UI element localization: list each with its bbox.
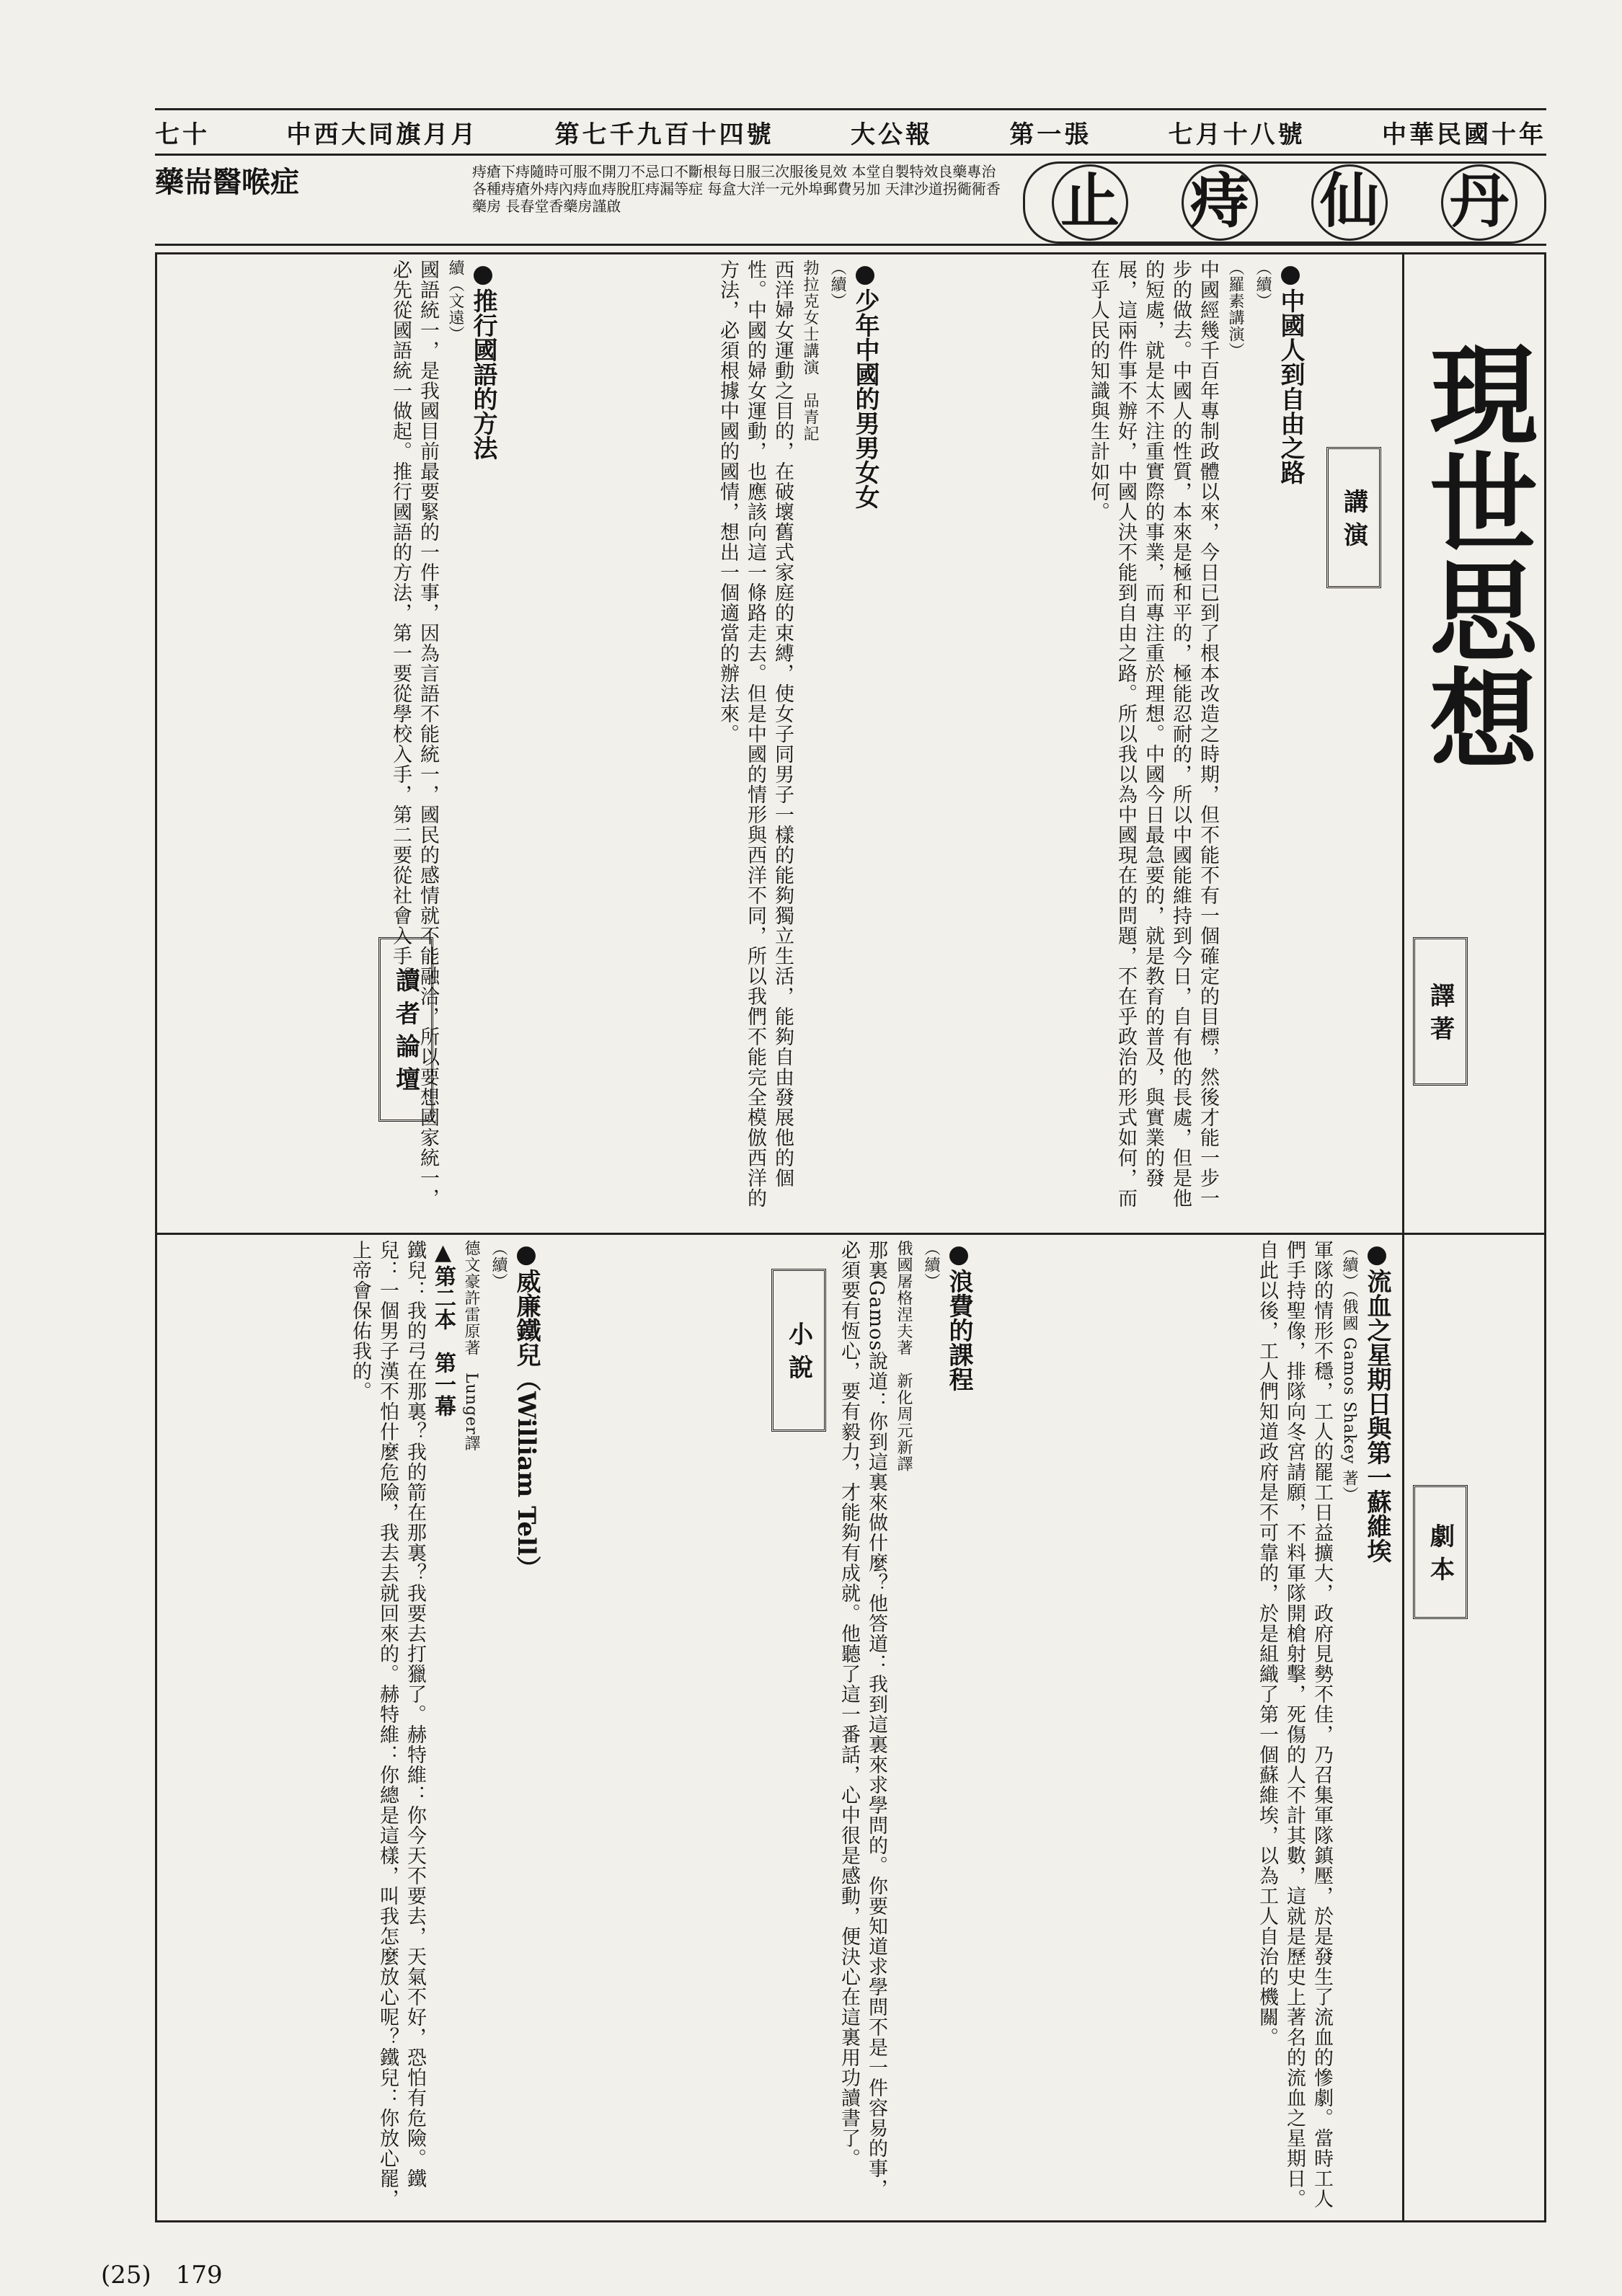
novel-heading: ●浪費的課程 bbox=[944, 1240, 973, 1391]
lecture-heading: ●中國人到自由之路 bbox=[1276, 260, 1305, 484]
novel-section bbox=[548, 1240, 973, 2213]
novel-label: 小 說 bbox=[771, 1269, 826, 1432]
ad-title: 藥耑醫喉症 bbox=[155, 165, 299, 199]
drama-label: 劇 本 bbox=[1413, 1485, 1468, 1619]
drama-section bbox=[166, 1240, 541, 2213]
lecture-author: （羅素講演） bbox=[1226, 260, 1244, 359]
novel-note: （續） bbox=[922, 1240, 940, 1290]
reader-heading: ●推行國語的方法 bbox=[469, 260, 497, 460]
reader-body: 國語統一，是我國目前最要緊的一件事，因為言語不能統一，國民的感情就不能融洽，所以要想國家統一，必先從國語統一做起。推行國語的方法，第一要從學校入手，第二要從社會入手。 bbox=[389, 260, 439, 1208]
translation-note: （續）（俄國 Gamos Shakey 著） bbox=[1340, 1240, 1358, 1504]
tier-divider bbox=[155, 1233, 1402, 1235]
reader-note: 續（文遠） bbox=[446, 260, 464, 342]
ad-emblem-char: 痔 bbox=[1182, 164, 1258, 241]
ad-emblem-char: 止 bbox=[1052, 164, 1128, 241]
lecture-note: （續） bbox=[1254, 260, 1272, 309]
translation-label: 譯 著 bbox=[1413, 937, 1468, 1086]
masthead-item: 中華民國十年 bbox=[1381, 120, 1546, 149]
ad-emblem-char: 丹 bbox=[1441, 164, 1517, 241]
youth-author: 勃拉克女士講演 品青記 bbox=[801, 260, 819, 442]
reader-section bbox=[166, 260, 497, 1225]
ad-banner bbox=[155, 157, 1546, 246]
translation-section bbox=[980, 1240, 1391, 2213]
masthead-item: 七十 bbox=[155, 120, 210, 149]
ad-emblem-char: 仙 bbox=[1311, 164, 1388, 241]
lecture-section bbox=[887, 260, 1305, 1225]
frame-top bbox=[155, 252, 1546, 254]
frame-left bbox=[155, 252, 157, 2220]
ad-emblem bbox=[1023, 161, 1546, 244]
lecture-body: 中國經幾千百年專制政體以來，今日已到了根本改造之時期，但不能不有一個確定的目標，然後才能一步一步的做去。中國人的性質，本來是極和平的，極能忍耐的，所以中國能維持到今日，自有他的長處，但是他的短處，就是太不注重實際的事業，而專注重於理想。中國今日最急要的，就是教育的普及，與實業的發展，這兩件事不辦好，中國人決不能到自由之路。所以我以為中國現在的問題，不在乎政治的形式如何，而在乎人民的知識與生計如何。 bbox=[1087, 260, 1219, 1208]
translation-heading: ●流血之星期日與第一蘇維埃 bbox=[1362, 1240, 1391, 1563]
youth-note: （續） bbox=[828, 260, 846, 309]
page-number: (25) 179 bbox=[101, 2261, 223, 2290]
masthead-item: 七月十八號 bbox=[1168, 120, 1306, 149]
translation-body: 軍隊的情形不穩，工人的罷工日益擴大，政府見勢不佳，乃召集軍隊鎮壓，於是發生了流血的慘劇。當時工人們手持聖像，排隊向冬宮請願，不料軍隊開槍射擊，死傷的人不計其數，這就是歷史上著名的流血之星期日。自此以後，工人們知道政府是不可靠的，於是組織了第一個蘇維埃，以為工人自治的機關。 bbox=[1256, 1240, 1333, 2209]
masthead-item: 大公報 bbox=[850, 120, 933, 149]
frame-right bbox=[1544, 252, 1546, 2220]
masthead-item: 第七千九百十四號 bbox=[554, 120, 774, 149]
drama-body: 鐵兒：我的弓在那裏？我的箭在那裏？我要去打獵了。赫特維：你今天不要去，天氣不好，恐怕有危險。鐵兒：一個男子漢不怕什麼危險，我去去就回來的。赫特維：你總是這樣，叫我怎麼放心呢？鐵兒：你放心罷，上帝會保佑我的。 bbox=[349, 1240, 426, 2209]
ad-body: 痔瘡下痔隨時可服不開刀不忌口不斷根每日服三次服後見效 本堂自製特效良藥專治各種痔瘡外痔內痔血痔脫肛痔漏等症 每盒大洋一元外埠郵費另加 天津沙道拐衚衕香藥房 長春堂香藥房謹啟 bbox=[472, 163, 1001, 215]
drama-author: 德文豪許雷原著 Lunger譯 bbox=[462, 1240, 480, 1452]
masthead-item: 中西大同旗月月 bbox=[286, 120, 479, 149]
reader-label: 讀 者 論 壇 bbox=[378, 937, 433, 1122]
youth-heading: ●少年中國的男男女女 bbox=[851, 260, 879, 509]
drama-heading: ●威廉鐵兒（William Tell） bbox=[512, 1240, 541, 1580]
tier-divider-right bbox=[1402, 1233, 1544, 1235]
masthead-item: 第一張 bbox=[1009, 120, 1092, 149]
ad-text bbox=[155, 160, 1006, 241]
novel-author: 俄國屠格涅夫著 新化周元新譯 bbox=[895, 1240, 913, 1472]
page-title: 現世思想 bbox=[1411, 339, 1538, 771]
frame-bottom bbox=[155, 2220, 1546, 2222]
drama-note: （續） bbox=[489, 1240, 508, 1290]
youth-section bbox=[505, 260, 879, 1225]
lecture-label: 講 演 bbox=[1326, 447, 1381, 588]
youth-body: 西洋婦女運動之目的，在破壞舊式家庭的束縛，使女子同男子一樣的能夠獨立生活，能夠自由發展他的個性。中國的婦女運動，也應該向這一條路走去。但是中國的情形與西洋不同，所以我們不能完全模倣西洋的方法，必須根據中國的國情，想出一個適當的辦法來。 bbox=[717, 260, 794, 1208]
drama-act: ▲第二本 第一幕 bbox=[430, 1240, 456, 1417]
frame-divider bbox=[1402, 252, 1404, 2220]
masthead bbox=[155, 108, 1546, 156]
novel-body: 那裏Gamos說道：你到這裏來做什麼？他答道：我到這裏來求學問的。你要知道求學問不是一件容易的事，必須要有恆心，要有毅力，才能夠有成就。他聽了這一番話，心中很是感動，便決心在這裏用功讀書了。 bbox=[838, 1240, 887, 2199]
